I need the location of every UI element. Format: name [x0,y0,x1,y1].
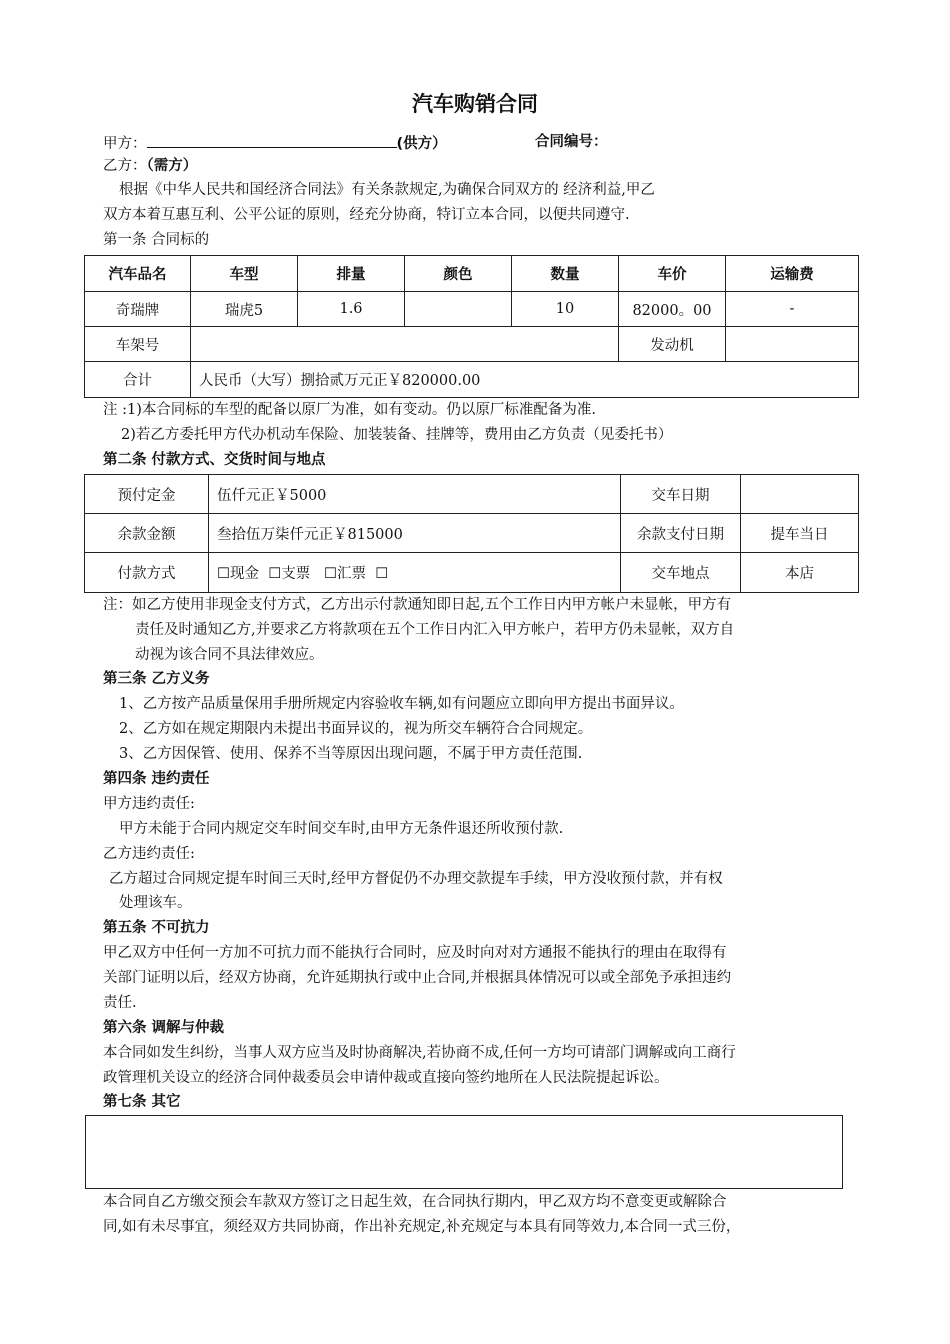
party-a-role: (供方） [396,136,447,152]
article3-heading: 第三条 乙方义务 [103,671,210,687]
article1-note-2: 2)若乙方委托甲方代办机动车保险、加装装备、挂牌等，费用由乙方负责（见委托书） [121,427,673,443]
deposit-row [85,475,859,514]
party-b-breach-text-2: 处理该车。 [119,895,192,911]
article2-heading: 第二条 付款方式、交货时间与地点 [103,452,326,468]
payment-method-label: 付款方式 [85,553,209,593]
col-header: 运输费 [726,256,859,292]
article3-item: 1、乙方按产品质量保用手册所规定内容验收车辆,如有问题应立即向甲方提出书面异议。 [119,696,684,712]
article5-heading: 第五条 不可抗力 [103,920,210,936]
cell-model: 瑞虎5 [191,292,298,327]
article5-line-2: 关部门证明以后，经双方协商，允许延期执行或中止合同,并根据具体情况可以或全部免予承担违约 [103,970,732,986]
other-terms-box [85,1115,843,1189]
article4-heading: 第四条 违约责任 [103,771,210,787]
document-title: 汽车购销合同 [412,92,538,116]
payment-table [84,474,859,593]
article1-heading: 第一条 合同标的 [103,232,210,248]
party-a-line [103,133,447,153]
col-header: 车价 [619,256,726,292]
vehicle-table [84,255,859,398]
balance-date-value: 提车当日 [741,514,859,553]
party-b-role: （需方） [146,158,198,174]
delivery-date-value [741,475,859,514]
frame-number-value [191,327,619,362]
total-label: 合计 [85,362,191,398]
col-header: 排量 [298,256,405,292]
vehicle-row [85,292,859,327]
col-header: 颜色 [405,256,512,292]
total-row [85,362,859,398]
article2-note-line-1: 注：如乙方使用非现金支付方式，乙方出示付款通知即日起,五个工作日内甲方帐户未显帐，甲方有 [103,597,732,613]
delivery-place-label: 交车地点 [621,553,741,593]
article7-heading: 第七条 其它 [103,1094,181,1110]
cell-displacement: 1.6 [298,292,405,327]
deposit-value: 伍仟元正￥5000 [209,475,621,514]
other-terms-text [86,1116,842,1128]
frame-engine-row [85,327,859,362]
party-a-breach-text: 甲方未能于合同内规定交车时间交车时,由甲方无条件退还所收预付款. [119,821,564,837]
engine-value [726,327,859,362]
party-b-breach-text-1: 乙方超过合同规定提车时间三天时,经甲方督促仍不办理交款提车手续，甲方没收预付款，并有权 [109,871,723,887]
article6-line-2: 政管理机关设立的经济合同仲裁委员会申请仲裁或直接向签约地所在人民法院提起诉讼。 [103,1070,669,1086]
article1-note-1: 注 :1)本合同标的车型的配备以原厂为准，如有变动。仍以原厂标准配备为准. [103,402,596,418]
party-a-breach-label: 甲方违约责任: [103,796,195,812]
delivery-place-value: 本店 [741,553,859,593]
article2-note-line-3: 动视为该合同不具法律效应。 [135,647,324,663]
balance-value: 叁拾伍万柒仟元正￥815000 [209,514,621,553]
cell-freight: - [726,292,859,327]
article6-line-1: 本合同如发生纠纷，当事人双方应当及时协商解决,若协商不成,任何一方均可请部门调解或向工商行 [103,1045,736,1061]
cell-color [405,292,512,327]
frame-number-label: 车架号 [85,327,191,362]
total-value: 人民币（大写）捌拾贰万元正￥820000.00 [191,362,859,398]
cell-brand: 奇瑞牌 [85,292,191,327]
balance-date-label: 余款支付日期 [621,514,741,553]
article6-heading: 第六条 调解与仲裁 [103,1020,225,1036]
delivery-date-label: 交车日期 [621,475,741,514]
cell-quantity: 10 [512,292,619,327]
article5-line-3: 责任. [103,995,137,1011]
payment-method-row [85,553,859,593]
party-b-label: 乙方： [103,158,147,174]
party-a-blank [147,133,397,148]
deposit-label: 预付定金 [85,475,209,514]
article3-item: 3、乙方因保管、使用、保养不当等原因出现问题，不属于甲方责任范围. [119,746,583,762]
payment-options: ☐现金 ☐支票 ☐汇票 ☐ [209,553,621,593]
engine-label: 发动机 [619,327,726,362]
balance-row [85,514,859,553]
closing-line-2: 同,如有未尽事宜，须经双方共同协商，作出补充规定,补充规定与本具有同等效力,本合同一式三份， [103,1219,741,1235]
article2-note-line-2: 责任及时通知乙方,并要求乙方将款项在五个工作日内汇入甲方帐户，若甲方仍未显帐，双方自 [135,622,735,638]
article5-line-1: 甲乙双方中任何一方加不可抗力而不能执行合同时，应及时向对对方通报不能执行的理由在取得有 [103,945,727,961]
intro-line-2: 双方本着互惠互利、公平公证的原则，经充分协商，特订立本合同，以便共同遵守. [103,207,630,223]
vehicle-table-header-row [85,256,859,292]
contract-number-label: 合同编号： [535,134,608,150]
party-b-breach-label: 乙方违约责任: [103,846,195,862]
article3-item: 2、乙方如在规定期限内未提出书面异议的，视为所交车辆符合合同规定。 [119,721,593,737]
cell-price: 82000。00 [619,292,726,327]
balance-label: 余款金额 [85,514,209,553]
col-header: 车型 [191,256,298,292]
col-header: 汽车品名 [85,256,191,292]
closing-line-1: 本合同自乙方缴交预会车款双方签订之日起生效，在合同执行期内，甲乙双方均不意变更或解除合 [103,1194,727,1210]
party-a-label: 甲方： [103,136,147,152]
party-b-line [103,158,197,175]
intro-line-1: 根据《中华人民共和国经济合同法》有关条款规定,为确保合同双方的 经济利益,甲乙 [119,182,655,198]
col-header: 数量 [512,256,619,292]
